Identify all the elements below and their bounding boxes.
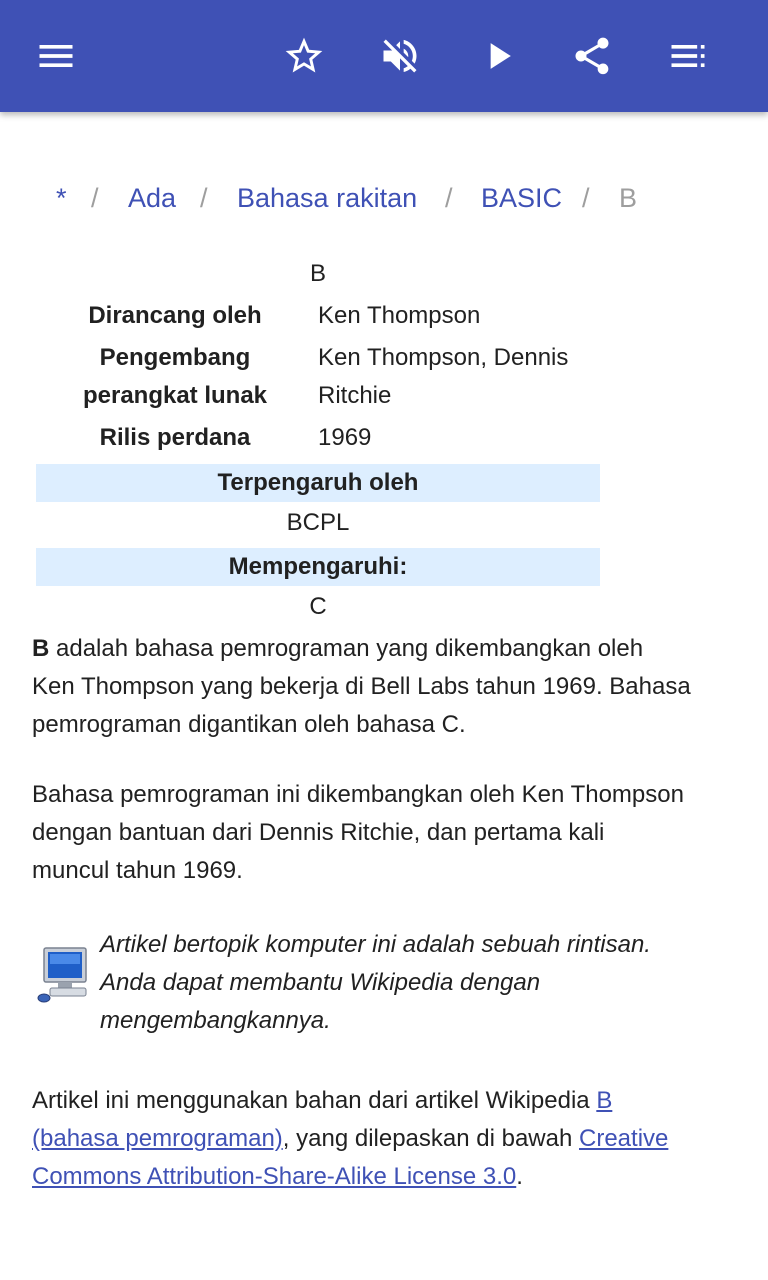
paragraph-line — [32, 630, 738, 668]
share-button[interactable] — [564, 28, 620, 84]
infobox-label-line: Pengembang — [99, 344, 251, 371]
article-term: B — [32, 635, 50, 662]
license-line — [32, 1120, 738, 1158]
infobox-title: B — [309, 260, 326, 287]
source-article-link[interactable]: (bahasa pemrograman) — [32, 1125, 283, 1152]
license-text: , yang dilepaskan di bawah — [282, 1125, 579, 1152]
license-text: . — [516, 1163, 523, 1190]
star-outline-icon — [282, 34, 326, 78]
paragraph-line: pemrograman digantikan oleh bahasa C. — [32, 711, 466, 738]
infobox-value: Ken Thompson — [318, 302, 481, 329]
license-link[interactable]: Commons Attribution-Share-Alike License 3.0 — [32, 1163, 517, 1190]
breadcrumb-separator: / — [200, 183, 208, 213]
playlist-icon — [666, 34, 710, 78]
computer-icon — [36, 944, 90, 1006]
breadcrumb-root[interactable]: * — [56, 183, 67, 213]
bookmark-button[interactable] — [276, 28, 332, 84]
license-link[interactable]: Creative — [579, 1125, 669, 1152]
paragraph-line: muncul tahun 1969. — [32, 857, 243, 884]
license-line — [32, 1158, 738, 1196]
infobox-label: Dirancang oleh — [88, 302, 262, 329]
menu-icon — [34, 34, 78, 78]
breadcrumb — [0, 178, 768, 218]
paragraph-line: Ken Thompson yang bekerja di Bell Labs tahun 1969. Bahasa — [32, 673, 691, 700]
source-article-link[interactable]: B — [596, 1087, 613, 1114]
infobox-value-line: Ken Thompson, Dennis — [318, 344, 569, 371]
play-icon — [476, 34, 520, 78]
stub-line: Anda dapat membantu Wikipedia dengan — [100, 969, 541, 996]
stub-line: Artikel bertopik komputer ini adalah sebuah rintisan. — [100, 931, 651, 958]
contents-button[interactable] — [660, 28, 716, 84]
breadcrumb-separator: / — [445, 183, 453, 213]
infobox-label: Rilis perdana — [99, 424, 251, 451]
infobox-influenced-by-header: Terpengaruh oleh — [36, 464, 600, 502]
breadcrumb-separator: / — [91, 183, 99, 213]
infobox-influenced-value: C — [309, 593, 327, 620]
license-notice — [32, 1082, 738, 1196]
app-toolbar — [0, 0, 768, 112]
breadcrumb-separator: / — [582, 183, 590, 213]
infobox-label — [36, 339, 314, 415]
infobox-influenced-header: Mempengaruhi: — [36, 548, 600, 586]
play-button[interactable] — [470, 28, 526, 84]
article-paragraph-history — [32, 776, 738, 890]
infobox-value — [318, 339, 600, 415]
paragraph-line: Bahasa pemrograman ini dikembangkan oleh Ken Thompson — [32, 781, 684, 808]
breadcrumb-bahasa-rakitan[interactable]: Bahasa rakitan — [237, 183, 418, 213]
breadcrumb-basic[interactable]: BASIC — [481, 183, 563, 213]
infobox-influenced-by-value: BCPL — [286, 509, 350, 536]
infobox-label-line: perangkat lunak — [82, 382, 268, 409]
infobox-value: 1969 — [318, 424, 372, 451]
paragraph-line: dengan bantuan dari Dennis Ritchie, dan pertama kali — [32, 819, 605, 846]
infobox-value-line: Ritchie — [318, 382, 392, 409]
license-line — [32, 1082, 738, 1120]
menu-button[interactable] — [28, 28, 84, 84]
article-paragraph-intro — [32, 630, 738, 744]
breadcrumb-ada[interactable]: Ada — [128, 183, 177, 213]
stub-line: mengembangkannya. — [100, 1007, 331, 1034]
share-icon — [570, 34, 614, 78]
stub-notice — [100, 926, 740, 1040]
breadcrumb-current: B — [619, 183, 638, 213]
volume-off-icon — [378, 34, 422, 78]
paragraph-text: adalah bahasa pemrograman yang dikembangkan oleh — [49, 635, 644, 662]
mute-button[interactable] — [372, 28, 428, 84]
license-text: Artikel ini menggunakan bahan dari artikel Wikipedia — [32, 1087, 597, 1114]
